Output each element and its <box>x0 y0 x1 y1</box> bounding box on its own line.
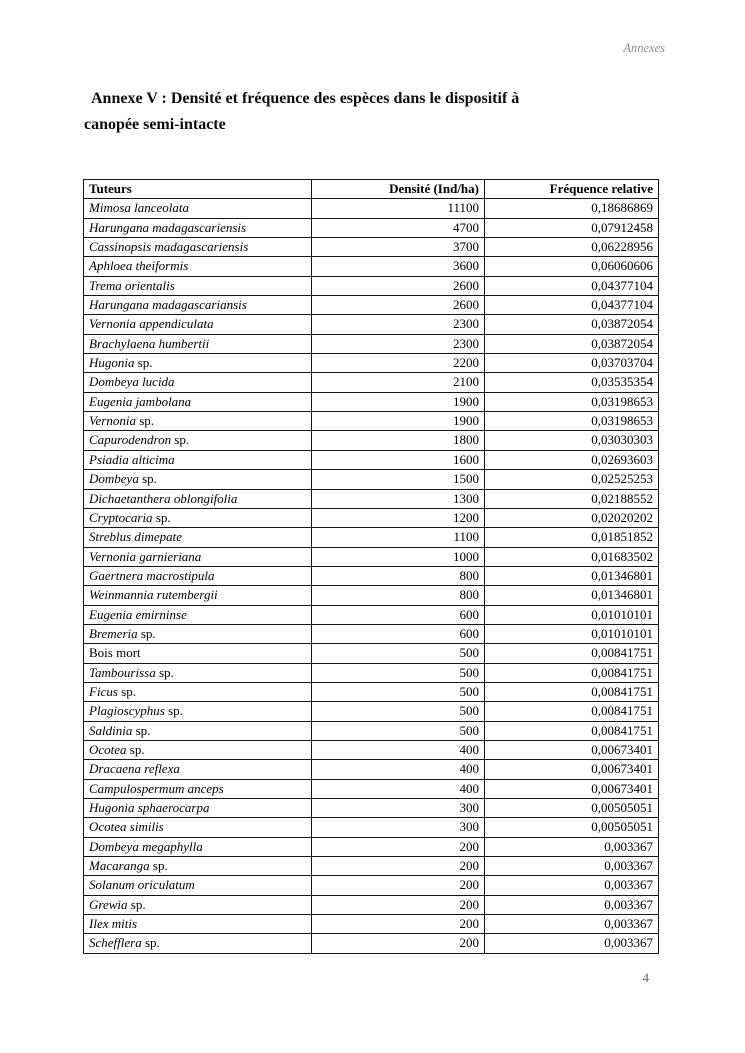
species-name: Saldinia <box>89 722 133 738</box>
table-row <box>84 876 659 895</box>
species-cell <box>84 412 312 431</box>
frequency-cell: 0,03872054 <box>485 334 659 353</box>
species-cell <box>84 818 312 837</box>
density-cell: 600 <box>312 624 485 643</box>
table-row <box>84 837 659 856</box>
species-suffix: sp. <box>127 896 146 912</box>
frequency-cell: 0,003367 <box>485 857 659 876</box>
species-name: Campulospermum anceps <box>89 780 224 796</box>
species-cell <box>84 508 312 527</box>
frequency-cell: 0,04377104 <box>485 276 659 295</box>
density-cell: 2200 <box>312 354 485 373</box>
density-cell: 2100 <box>312 373 485 392</box>
density-cell: 400 <box>312 779 485 798</box>
species-cell <box>84 547 312 566</box>
frequency-cell: 0,03703704 <box>485 354 659 373</box>
species-cell <box>84 238 312 257</box>
species-name: Trema orientalis <box>89 277 175 293</box>
table-row <box>84 392 659 411</box>
density-cell: 800 <box>312 566 485 585</box>
column-header-0: Tuteurs <box>84 180 312 199</box>
frequency-cell: 0,01010101 <box>485 605 659 624</box>
table-row <box>84 799 659 818</box>
table-row <box>84 354 659 373</box>
species-suffix: sp. <box>152 509 171 525</box>
table-row <box>84 818 659 837</box>
table-row <box>84 489 659 508</box>
frequency-cell: 0,02188552 <box>485 489 659 508</box>
species-cell <box>84 354 312 373</box>
species-name: Psiadia alticima <box>89 451 175 467</box>
frequency-cell: 0,00505051 <box>485 799 659 818</box>
density-cell: 300 <box>312 799 485 818</box>
density-cell: 200 <box>312 857 485 876</box>
frequency-cell: 0,06228956 <box>485 238 659 257</box>
species-cell <box>84 296 312 315</box>
table-row <box>84 276 659 295</box>
frequency-cell: 0,003367 <box>485 915 659 934</box>
table-row <box>84 644 659 663</box>
frequency-cell: 0,03030303 <box>485 431 659 450</box>
species-suffix: sp. <box>126 741 145 757</box>
density-cell: 1000 <box>312 547 485 566</box>
frequency-cell: 0,003367 <box>485 895 659 914</box>
density-cell: 2300 <box>312 315 485 334</box>
species-cell <box>84 218 312 237</box>
frequency-cell: 0,00505051 <box>485 818 659 837</box>
page-title-line1: Annexe V : Densité et fréquence des espèces dans le dispositif à <box>91 90 520 107</box>
density-cell: 800 <box>312 586 485 605</box>
table-row <box>84 779 659 798</box>
species-name: Aphloea theiformis <box>89 258 189 274</box>
species-name: Grewia <box>89 896 128 912</box>
species-name: Solanum oriculatum <box>89 877 195 893</box>
frequency-cell: 0,03535354 <box>485 373 659 392</box>
density-cell: 1900 <box>312 392 485 411</box>
species-name: Bremeria <box>89 625 138 641</box>
species-name: Vernonia <box>89 413 136 429</box>
species-name: Harungana madagascariensis <box>89 219 247 235</box>
density-cell: 11100 <box>312 199 485 218</box>
density-cell: 2600 <box>312 276 485 295</box>
column-header-1: Densité (Ind/ha) <box>312 180 485 199</box>
species-name: Ilex mitis <box>89 916 138 932</box>
frequency-cell: 0,01851852 <box>485 528 659 547</box>
density-cell: 200 <box>312 915 485 934</box>
species-cell <box>84 663 312 682</box>
species-suffix: sp. <box>141 935 160 951</box>
species-name: Vernonia appendiculata <box>89 316 214 332</box>
table-row <box>84 315 659 334</box>
species-cell <box>84 682 312 701</box>
table-row <box>84 760 659 779</box>
species-cell <box>84 721 312 740</box>
table-row <box>84 547 659 566</box>
species-name: Dombeya megaphylla <box>89 838 203 854</box>
table-row <box>84 624 659 643</box>
density-cell: 1900 <box>312 412 485 431</box>
table-body <box>84 199 659 953</box>
table-row <box>84 663 659 682</box>
density-cell: 1800 <box>312 431 485 450</box>
density-cell: 1200 <box>312 508 485 527</box>
density-cell: 4700 <box>312 218 485 237</box>
species-cell <box>84 740 312 759</box>
table-row <box>84 702 659 721</box>
species-name: Dracaena reflexa <box>89 761 180 777</box>
density-cell: 500 <box>312 702 485 721</box>
density-cell: 500 <box>312 721 485 740</box>
species-suffix: sp. <box>135 413 155 429</box>
frequency-cell: 0,18686869 <box>485 199 659 218</box>
table-row <box>84 721 659 740</box>
species-cell <box>84 450 312 469</box>
species-name: Bois mort <box>89 645 141 661</box>
species-suffix: sp. <box>155 664 174 680</box>
species-cell <box>84 257 312 276</box>
species-suffix: sp. <box>149 858 168 874</box>
running-header: Annexes <box>623 41 665 55</box>
column-header-2: Fréquence relative <box>485 180 659 199</box>
density-cell: 200 <box>312 837 485 856</box>
species-name: Dombeya <box>89 471 139 487</box>
page-number: 4 <box>642 970 649 985</box>
table-row <box>84 566 659 585</box>
density-cell: 3700 <box>312 238 485 257</box>
species-cell <box>84 779 312 798</box>
species-cell <box>84 605 312 624</box>
table-head <box>84 180 659 199</box>
table-row <box>84 470 659 489</box>
species-cell <box>84 644 312 663</box>
density-cell: 200 <box>312 895 485 914</box>
page-title <box>84 86 684 137</box>
species-table <box>83 179 659 954</box>
frequency-cell: 0,00841751 <box>485 644 659 663</box>
species-cell <box>84 199 312 218</box>
table-row <box>84 740 659 759</box>
species-name: Ocotea <box>89 741 127 757</box>
frequency-cell: 0,003367 <box>485 934 659 953</box>
frequency-cell: 0,07912458 <box>485 218 659 237</box>
table-row <box>84 431 659 450</box>
frequency-cell: 0,00841751 <box>485 702 659 721</box>
species-name: Dombeya lucida <box>89 374 175 390</box>
species-suffix: sp. <box>134 355 153 371</box>
table-row <box>84 934 659 953</box>
species-suffix: sp. <box>137 625 156 641</box>
species-cell <box>84 624 312 643</box>
frequency-cell: 0,00841751 <box>485 721 659 740</box>
table-row <box>84 238 659 257</box>
species-suffix: sp. <box>117 683 136 699</box>
density-cell: 1300 <box>312 489 485 508</box>
table-row <box>84 218 659 237</box>
density-cell: 3600 <box>312 257 485 276</box>
density-cell: 1600 <box>312 450 485 469</box>
species-name: Ficus <box>89 683 118 699</box>
species-name: Dichaetanthera oblongifolia <box>89 490 238 506</box>
species-cell <box>84 566 312 585</box>
density-cell: 2300 <box>312 334 485 353</box>
species-cell <box>84 876 312 895</box>
density-cell: 500 <box>312 682 485 701</box>
density-cell: 2600 <box>312 296 485 315</box>
species-cell <box>84 470 312 489</box>
density-cell: 300 <box>312 818 485 837</box>
density-cell: 500 <box>312 644 485 663</box>
species-cell <box>84 760 312 779</box>
density-cell: 500 <box>312 663 485 682</box>
species-suffix: sp. <box>171 432 190 448</box>
table-row <box>84 334 659 353</box>
table-row <box>84 257 659 276</box>
species-name: Ocotea similis <box>89 819 164 835</box>
species-name: Hugonia sphaerocarpa <box>89 800 210 815</box>
species-cell <box>84 489 312 508</box>
density-cell: 200 <box>312 934 485 953</box>
table-header-row <box>84 180 659 199</box>
species-name: Macaranga <box>89 858 150 874</box>
table-row <box>84 605 659 624</box>
species-name: Mimosa lanceolata <box>89 200 190 216</box>
frequency-cell: 0,00673401 <box>485 740 659 759</box>
table-row <box>84 412 659 431</box>
frequency-cell: 0,01010101 <box>485 624 659 643</box>
frequency-cell: 0,03872054 <box>485 315 659 334</box>
species-name: Plagioscyphus <box>89 703 165 719</box>
species-cell <box>84 528 312 547</box>
species-cell <box>84 392 312 411</box>
frequency-cell: 0,01683502 <box>485 547 659 566</box>
species-suffix: sp. <box>132 722 151 738</box>
species-cell <box>84 315 312 334</box>
species-cell <box>84 934 312 953</box>
species-name: Capurodendron <box>89 432 172 448</box>
species-name: Cassinopsis madagascariensis <box>89 239 249 255</box>
frequency-cell: 0,01346801 <box>485 586 659 605</box>
species-cell <box>84 373 312 392</box>
species-cell <box>84 915 312 934</box>
frequency-cell: 0,02693603 <box>485 450 659 469</box>
species-cell <box>84 857 312 876</box>
species-name: Eugenia jambolana <box>89 393 192 409</box>
frequency-cell: 0,00841751 <box>485 682 659 701</box>
density-cell: 400 <box>312 760 485 779</box>
species-name: Harungana madagascariansis <box>89 297 247 313</box>
frequency-cell: 0,00673401 <box>485 779 659 798</box>
density-cell: 200 <box>312 876 485 895</box>
table-row <box>84 199 659 218</box>
table-row <box>84 528 659 547</box>
table-row <box>84 682 659 701</box>
frequency-cell: 0,00673401 <box>485 760 659 779</box>
species-suffix: sp. <box>164 703 183 719</box>
density-cell: 600 <box>312 605 485 624</box>
frequency-cell: 0,00841751 <box>485 663 659 682</box>
table-row <box>84 450 659 469</box>
species-name: Tambourissa <box>89 664 156 680</box>
page-title-line2: canopée semi-intacte <box>84 115 226 133</box>
species-name: Brachylaena humbertii <box>89 335 210 351</box>
density-cell: 1100 <box>312 528 485 547</box>
density-cell: 1500 <box>312 470 485 489</box>
frequency-cell: 0,003367 <box>485 837 659 856</box>
species-name: Schefflera <box>89 935 142 951</box>
species-cell <box>84 586 312 605</box>
species-name: Weinmannia rutembergii <box>89 587 218 603</box>
table-row <box>84 373 659 392</box>
species-name: Gaertnera macrostipula <box>89 567 215 583</box>
frequency-cell: 0,04377104 <box>485 296 659 315</box>
species-name: Vernonia garnieriana <box>89 548 202 564</box>
frequency-cell: 0,06060606 <box>485 257 659 276</box>
species-cell <box>84 702 312 721</box>
table-row <box>84 857 659 876</box>
species-cell <box>84 334 312 353</box>
density-cell: 400 <box>312 740 485 759</box>
frequency-cell: 0,03198653 <box>485 392 659 411</box>
frequency-cell: 0,03198653 <box>485 412 659 431</box>
species-suffix: sp. <box>138 471 157 487</box>
species-name: Hugonia <box>89 355 135 371</box>
frequency-cell: 0,02020202 <box>485 508 659 527</box>
species-cell <box>84 837 312 856</box>
species-name: Eugenia emirninse <box>89 606 187 622</box>
table-row <box>84 915 659 934</box>
species-name: Streblus dimepate <box>89 529 183 545</box>
frequency-cell: 0,01346801 <box>485 566 659 585</box>
frequency-cell: 0,003367 <box>485 876 659 895</box>
species-cell <box>84 799 312 818</box>
table-row <box>84 586 659 605</box>
species-cell <box>84 895 312 914</box>
species-cell <box>84 431 312 450</box>
frequency-cell: 0,02525253 <box>485 470 659 489</box>
species-name: Cryptocaria <box>89 509 153 525</box>
table-row <box>84 508 659 527</box>
species-cell <box>84 276 312 295</box>
table-row <box>84 296 659 315</box>
table-row <box>84 895 659 914</box>
